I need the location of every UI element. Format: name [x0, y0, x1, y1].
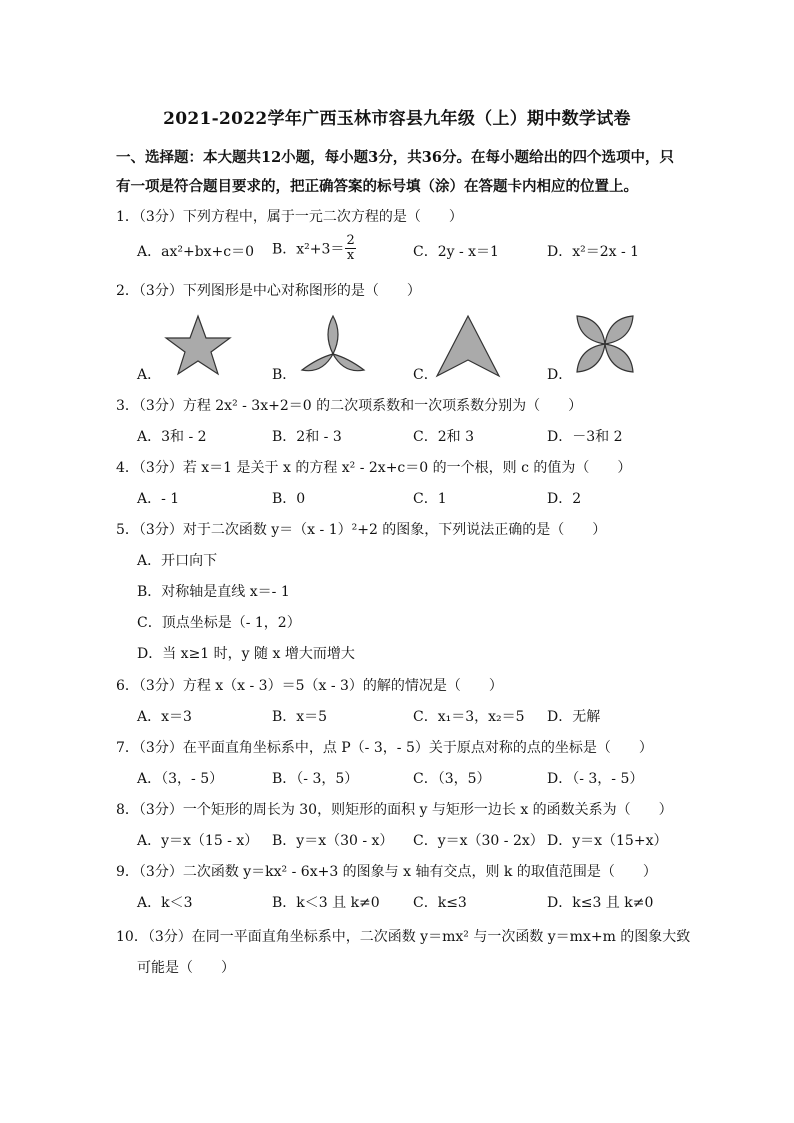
- question-8-option-c: C．y＝x（30 - 2x）: [413, 833, 544, 849]
- question-4-option-d: D．2: [547, 491, 582, 507]
- question-2-label-a: A．: [137, 367, 162, 383]
- exam-title: 2021-2022学年广西玉林市容县九年级（上）期中数学试卷: [163, 109, 631, 129]
- question-7-option-b: B．（- 3，5）: [272, 771, 359, 787]
- fraction-numerator: 2: [346, 233, 355, 248]
- question-3-option-c: C．2和 3: [413, 429, 474, 445]
- question-8-stem: 8．（3分）一个矩形的周长为 30，则矩形的面积 y 与矩形一边长 x 的函数关系为（ ）: [116, 802, 673, 818]
- question-8-option-a: A．y＝x（15 - x）: [137, 833, 259, 849]
- question-9-option-a: A．k＜3: [137, 895, 193, 911]
- question-6-stem: 6．（3分）方程 x（x - 3）＝5（x - 3）的解的情况是（ ）: [116, 678, 503, 694]
- question-2-label-b: B．: [272, 367, 297, 383]
- question-2-stem: 2．（3分）下列图形是中心对称图形的是（ ）: [116, 283, 421, 299]
- fraction-denominator: x: [346, 248, 355, 263]
- question-5-option-b: B．对称轴是直线 x＝- 1: [137, 584, 290, 600]
- question-8-option-d: D．y＝x（15+x）: [547, 833, 668, 849]
- question-9-option-c: C．k≤3: [413, 895, 467, 911]
- question-10-stem-line-2: 可能是（ ）: [137, 960, 235, 976]
- question-7-option-c: C．（3，5）: [413, 771, 491, 787]
- question-4-option-b: B．0: [272, 491, 306, 507]
- question-1-option-d: D．x²＝2x - 1: [547, 244, 640, 260]
- arrowhead-shape-icon: [435, 312, 501, 380]
- question-1-option-c: C．2y - x＝1: [413, 244, 499, 260]
- question-5-stem: 5．（3分）对于二次函数 y＝（x - 1）²+2 的图象，下列说法正确的是（ ）: [116, 522, 607, 538]
- question-1-option-b: [272, 234, 356, 263]
- three-petal-shape-icon: [298, 312, 368, 378]
- question-7-option-d: D．（- 3，- 5）: [547, 771, 644, 787]
- question-2-label-c: C．: [413, 367, 438, 383]
- question-4-option-a: A．- 1: [137, 491, 180, 507]
- question-4-stem: 4．（3分）若 x＝1 是关于 x 的方程 x² - 2x+c＝0 的一个根，则 c 的值为（ ）: [116, 460, 632, 476]
- question-9-stem: 9．（3分）二次函数 y＝kx² - 6x+3 的图象与 x 轴有交点，则 k 的取值范围是（ ）: [116, 864, 657, 880]
- question-1-option-b-prefix: B．x²+3＝: [272, 241, 345, 258]
- question-3-option-b: B．2和 - 3: [272, 429, 342, 445]
- question-9-option-d: D．k≤3 且 k≠0: [547, 895, 654, 911]
- question-2-label-d: D．: [547, 367, 573, 383]
- question-4-option-c: C．1: [413, 491, 447, 507]
- question-10-stem-line-1: 10．（3分）在同一平面直角坐标系中，二次函数 y＝mx² 与一次函数 y＝mx+m 的图象大致: [116, 929, 691, 945]
- star-shape-icon: [162, 312, 234, 378]
- question-9-option-b: B．k＜3 且 k≠0: [272, 895, 380, 911]
- question-3-option-a: A．3和 - 2: [137, 429, 207, 445]
- question-6-option-c: C．x₁＝3，x₂＝5: [413, 709, 525, 725]
- section-heading: 一、选择题：本大题共12小题，每小题3分，共36分。在每小题给出的四个选项中，只有一项是符合题目要求的，把正确答案的标号填（涂）在答题卡内相应的位置上。: [116, 149, 674, 195]
- four-petal-shape-icon: [573, 312, 637, 376]
- question-3-stem: 3．（3分）方程 2x² - 3x+2＝0 的二次项系数和一次项系数分别为（ ）: [116, 398, 583, 414]
- question-8-option-b: B．y＝x（30 - x）: [272, 833, 394, 849]
- fraction: [345, 234, 355, 263]
- question-5-option-c: C．顶点坐标是（- 1，2）: [137, 615, 301, 631]
- question-7-option-a: A．（3，- 5）: [137, 771, 224, 787]
- question-1-option-a: A．ax²+bx+c＝0: [137, 244, 255, 260]
- question-3-option-d: D．－3和 2: [547, 429, 623, 445]
- question-5-option-a: A．开口向下: [137, 553, 218, 569]
- question-7-stem: 7．（3分）在平面直角坐标系中，点 P（- 3，- 5）关于原点对称的点的坐标是（ ）: [116, 740, 653, 756]
- question-6-option-d: D．无解: [547, 709, 601, 725]
- question-6-option-a: A．x＝3: [137, 709, 192, 725]
- question-1-stem: 1．（3分）下列方程中，属于一元二次方程的是（ ）: [116, 209, 463, 225]
- question-5-option-d: D．当 x≥1 时，y 随 x 增大而增大: [137, 646, 355, 662]
- question-6-option-b: B．x＝5: [272, 709, 328, 725]
